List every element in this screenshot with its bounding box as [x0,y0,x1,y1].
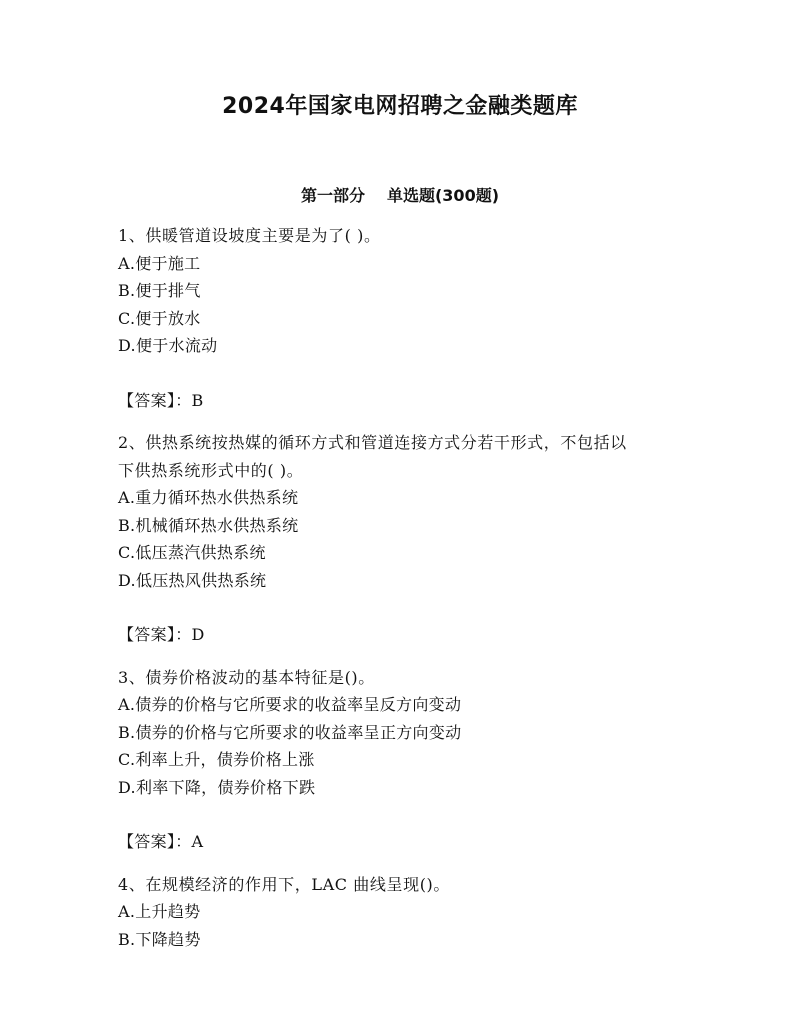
option-d: D.低压热风供热系统 [118,570,267,590]
option-b: B.债券的价格与它所要求的收益率呈正方向变动 [118,722,462,742]
question-stem: 2、供热系统按热媒的循环方式和管道连接方式分若干形式，不包括以 [118,433,627,452]
option-b: B.机械循环热水供热系统 [118,515,299,535]
option-c: C.利率上升，债券价格上涨 [118,750,315,769]
question-4 [118,871,718,954]
option-a: A.重力循环热水供热系统 [118,488,299,507]
answer-line: 【答案】：A [118,832,204,851]
section-name: 单选题(300题) [386,186,500,205]
question-stem-continued: 下供热系统形式中的( )。 [118,460,304,480]
option-d: D.便于水流动 [118,336,218,355]
option-c: C.低压蒸汽供热系统 [118,543,266,562]
option-d: D.利率下降，债券价格下跌 [118,777,316,797]
answer-line: 【答案】：D [118,625,205,644]
section-heading [0,184,800,208]
option-b: B.便于排气 [118,281,201,300]
option-a: A.债券的价格与它所要求的收益率呈反方向变动 [118,695,462,714]
document-title: 2024年国家电网招聘之金融类题库 [222,94,578,119]
question-3 [118,664,718,856]
option-b: B.下降趋势 [118,929,201,949]
question-stem: 1、供暖管道设坡度主要是为了( )。 [118,226,381,245]
question-list [118,222,718,953]
option-a: A.便于施工 [118,253,201,273]
question-2 [118,429,718,649]
section-part: 第一部分 [300,186,365,205]
question-stem: 3、债券价格波动的基本特征是()。 [118,667,375,687]
question-stem: 4、在规模经济的作用下，LAC 曲线呈现()。 [118,874,450,894]
option-a: A.上升趋势 [118,902,201,921]
option-c: C.便于放水 [118,308,201,328]
question-1 [118,222,718,414]
answer-line: 【答案】：B [118,390,204,410]
